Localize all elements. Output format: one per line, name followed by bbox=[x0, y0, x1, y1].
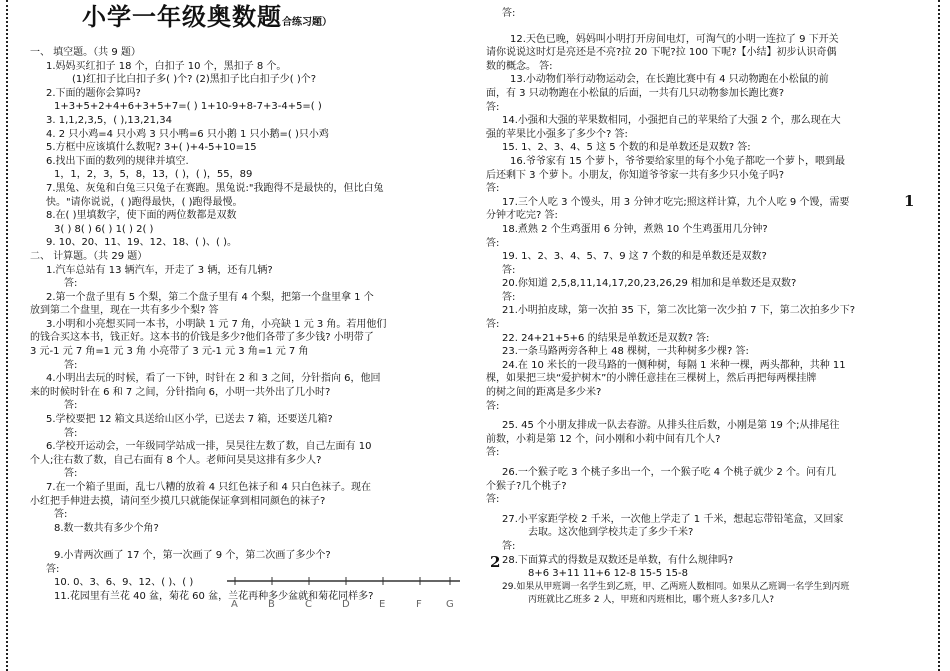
question-line: 5.学校要把 12 箱文具送给山区小学，已送去 7 箱，还要送几箱? bbox=[46, 414, 333, 426]
question-line: 5.方框中应该填什么数呢? 3+( )+4-5+10=15 bbox=[46, 142, 257, 154]
question-line: 个人;往右数了数，自己右面有 8 个人。老师问昊昊这排有多少人? bbox=[30, 454, 322, 466]
question-line: 22. 24+21+5+6 的结果是单数还是双数? 答: bbox=[502, 332, 710, 344]
answer-line: 答: bbox=[502, 264, 516, 276]
question-line: 13.小动物们举行动物运动会，在长跑比赛中有 4 只动物跑在小松鼠的前 bbox=[510, 74, 829, 86]
question-line: 27.小平家距学校 2 千米，一次他上学走了 1 千米，想起忘带铅笔盒，又回家 bbox=[502, 513, 844, 525]
question-line: 26.一个猴子吃 3 个桃子多出一个，一个猴子吃 4 个桃子就少 2 个。问有几 bbox=[502, 467, 837, 478]
answer-line: 答: bbox=[502, 291, 516, 303]
question-line: 9.小青两次画了 17 个，第一次画了 9 个，第二次画了多少个? bbox=[54, 549, 331, 561]
question-line: 前数，小莉是第 12 个，问小刚和小莉中间有几个人? bbox=[486, 433, 721, 445]
point-label: G bbox=[446, 599, 454, 610]
question-line: 28.下面算式的得数是双数还是单数，有什么规律吗? bbox=[502, 554, 734, 566]
question-line: 个猴子?几个桃子? bbox=[486, 480, 567, 492]
question-line: 小红把手伸进去摸，请问至少摸几只就能保证拿到相同颜色的袜子? bbox=[30, 495, 326, 507]
angle-count-figure bbox=[215, 555, 470, 613]
question-line: 7.在一个箱子里面，乱七八糟的放着 4 只红色袜子和 4 只白色袜子。现在 bbox=[46, 482, 371, 493]
page-number: 1 bbox=[904, 192, 915, 210]
answer-line: 答: bbox=[486, 447, 500, 459]
question-line: 4. 2 只小鸡=4 只小鸡 3 只小鸭=6 只小鹅 1 只小鹅=( )只小鸡 bbox=[46, 128, 329, 140]
question-line: 15. 1、2、3、4、5 这 5 个数的和是单数还是双数? 答: bbox=[502, 142, 751, 154]
ray-diagram bbox=[215, 555, 470, 613]
page-number: 2 bbox=[490, 553, 501, 571]
question-line: 的树之间的距离是多少米? bbox=[486, 387, 602, 399]
point-label: A bbox=[231, 599, 238, 610]
question-line: 3. 1,1,2,3,5，( ),13,21,34 bbox=[46, 114, 172, 126]
question-line: 1.汽车总站有 13 辆汽车，开走了 3 辆，还有几辆? bbox=[46, 264, 273, 276]
title-main: 小学一年级奥数题 bbox=[82, 2, 282, 31]
left-dotted-border bbox=[6, 0, 8, 671]
right-column bbox=[486, 0, 920, 671]
question-line: 1.妈妈买红扣子 18 个，白扣子 10 个，黑扣子 8 个。 bbox=[46, 60, 287, 72]
question-line: 1+3+5+2+4+6+3+5+7=( ) 1+10-9+8-7+3-4+5=( ) bbox=[54, 101, 322, 113]
question-line: 丙班就比乙班多 2 人，甲班和丙班相比，哪个班人多?多几人? bbox=[528, 595, 775, 606]
answer-line: 答: bbox=[64, 427, 78, 439]
question-line: 棵，如果把三块“爱护树木”的小牌任意挂在三棵树上，然后再把每两棵挂牌 bbox=[486, 373, 817, 385]
question-line: 18.煮熟 2 个生鸡蛋用 6 分钟，煮熟 10 个生鸡蛋用几分钟? bbox=[502, 223, 768, 235]
question-line: 21.小明拍皮球，第一次拍 35 下，第二次比第一次少拍 7 下，第二次拍多少下? bbox=[502, 305, 856, 317]
right-dotted-border bbox=[938, 0, 940, 671]
question-line: 17.三个人吃 3 个馒头，用 3 分钟才吃完;照这样计算，九个人吃 9 个馒，需要 bbox=[502, 196, 850, 208]
question-line: 强的苹果比小强多了多少个? 答: bbox=[486, 128, 628, 140]
question-line: 9. 10、20、11、19、12、18、( )、( )。 bbox=[46, 237, 238, 249]
answer-line: 答: bbox=[46, 563, 60, 575]
question-line: 10. 0、3、6、9、12、( )、( ) bbox=[54, 577, 194, 589]
answer-line: 答: bbox=[502, 540, 516, 552]
spacer-line bbox=[30, 535, 470, 549]
question-line: 分钟才吃完? 答: bbox=[486, 210, 558, 222]
point-label: B bbox=[268, 599, 275, 610]
question-line: 快。"请你说说，( )跑得最快，( )跑得最慢。 bbox=[46, 196, 243, 208]
question-line: 3.小明和小亮想买同一本书，小明缺 1 元 7 角，小亮缺 1 元 3 角。若用他们 bbox=[46, 318, 387, 330]
question-line: 3 元-1 元 7 角=1 元 3 角 小亮带了 3 元-1 元 3 角=1 元 7 角 bbox=[30, 346, 309, 358]
answer-line: 答: bbox=[64, 359, 78, 371]
answer-line: 答: bbox=[486, 237, 500, 249]
question-line: 7.黑兔、灰兔和白兔三只兔子在赛跑。黑兔说:"我跑得不是最快的，但比白兔 bbox=[46, 182, 384, 194]
question-line: 去取。这次他到学校共走了多少千米? bbox=[528, 527, 694, 539]
question-line: 23.一条马路两旁各种上 48 棵树，一共种树多少棵? 答: bbox=[502, 346, 749, 358]
answer-line: 答: bbox=[486, 183, 500, 195]
section-heading: 二、 计算题。（共 29 题） bbox=[30, 250, 148, 262]
section-heading: 一、 填空题。（共 9 题） bbox=[30, 47, 141, 58]
question-line: 6.找出下面的数列的规律并填空. bbox=[46, 155, 189, 167]
question-line: 数的概念。 答: bbox=[486, 60, 553, 72]
question-line: 25. 45 个小朋友排成一队去春游。从排头往后数，小刚是第 19 个;从排尾往 bbox=[502, 420, 840, 432]
question-line: 2.下面的题你会算吗? bbox=[46, 87, 141, 99]
question-line: 请你说说这时灯是亮还是不亮?拉 20 下呢?拉 100 下呢?【小结】初步认识奇偶 bbox=[486, 47, 837, 59]
question-line: 24.在 10 米长的一段马路的一侧种树，每隔 1 米种一棵，两头都种，共种 11 bbox=[502, 359, 846, 371]
question-line: 19. 1、2、3、4、5、7、9 这 7 个数的和是单数还是双数? bbox=[502, 251, 767, 263]
question-line: 后还剩下 3 个萝卜。小朋友，你知道爷爷家一共有多少只小兔子吗? bbox=[486, 169, 785, 181]
expression-list: 8+6 3+11 11+6 12-8 15-5 15-8 bbox=[528, 568, 689, 580]
answer-line: 答: bbox=[486, 101, 500, 113]
question-line: 2.第一个盘子里有 5 个梨，第二个盘子里有 4 个梨，把第一个盘里拿 1 个 bbox=[46, 291, 374, 303]
answer-line: 答: bbox=[64, 400, 78, 412]
question-line: 11.花园里有兰花 40 盆，菊花 60 盆，兰花再种多少盆就和菊花同样多? bbox=[54, 590, 374, 602]
question-line: 20.你知道 2,5,8,11,14,17,20,23,26,29 相加和是单数还是双数? bbox=[502, 278, 797, 290]
question-line: (1)红扣子比白扣子多( )个? (2)黑扣子比白扣子少( )个? bbox=[72, 74, 317, 86]
point-label: C bbox=[305, 599, 312, 610]
point-label: D bbox=[342, 599, 350, 610]
page-title bbox=[30, 0, 470, 46]
title-sub: 合练习题） bbox=[282, 17, 332, 28]
answer-line: 答: bbox=[54, 509, 68, 521]
question-line: 1，1，2，3，5，8，13，( )，( )，55，89 bbox=[54, 169, 253, 181]
question-line: 12.天色已晚，妈妈叫小明打开房间电灯，可淘气的小明一连拉了 9 下开关 bbox=[510, 33, 839, 45]
question-line: 8.在( )里填数字，使下面的两位数都是双数 bbox=[46, 210, 237, 222]
answer-line: 答: bbox=[64, 468, 78, 480]
question-line: 8.数一数共有多少个角? bbox=[54, 522, 159, 534]
question-line: 来的时候时针在 6 和 7 之间，分针指向 6，小明一共外出了几小时? bbox=[30, 386, 331, 398]
answer-line: 答: bbox=[486, 494, 500, 506]
question-line: 6.学校开运动会，一年级同学站成一排，昊昊往左数了数，自己左面有 10 bbox=[46, 441, 372, 453]
point-label: F bbox=[416, 599, 422, 610]
question-line: 4.小明出去玩的时候，看了一下钟，时针在 2 和 3 之间，分针指向 6，他回 bbox=[46, 373, 381, 385]
answer-line: 答: bbox=[486, 400, 500, 412]
point-label: E bbox=[379, 599, 386, 610]
question-line: 3( ) 8( ) 6( ) 1( ) 2( ) bbox=[54, 223, 154, 235]
question-line: 16.爷爷家有 15 个萝卜，爷爷要给家里的每个小兔子都吃一个萝卜，喂到最 bbox=[510, 155, 845, 167]
question-line: 的钱合买这本书，钱正好。这本书的价钱是多少?他们各带了多少钱? 小明带了 bbox=[30, 332, 374, 344]
question-line: 29.如果从甲班调一名学生到乙班，甲、乙两班人数相同。如果从乙班调一名学生到丙班 bbox=[502, 581, 850, 592]
answer-line: 答: bbox=[502, 8, 516, 19]
answer-line: 答: bbox=[64, 278, 78, 290]
question-line: 14.小强和大强的苹果数相同，小强把自己的苹果给了大强 2 个，那么现在大 bbox=[502, 115, 841, 127]
question-line: 面，有 3 只动物跑在小松鼠的后面，一共有几只动物参加长跑比赛? bbox=[486, 87, 785, 99]
question-line: 放到第二个盘里，现在一共有多少个梨? 答 bbox=[30, 305, 219, 317]
answer-line: 答: bbox=[486, 319, 500, 331]
